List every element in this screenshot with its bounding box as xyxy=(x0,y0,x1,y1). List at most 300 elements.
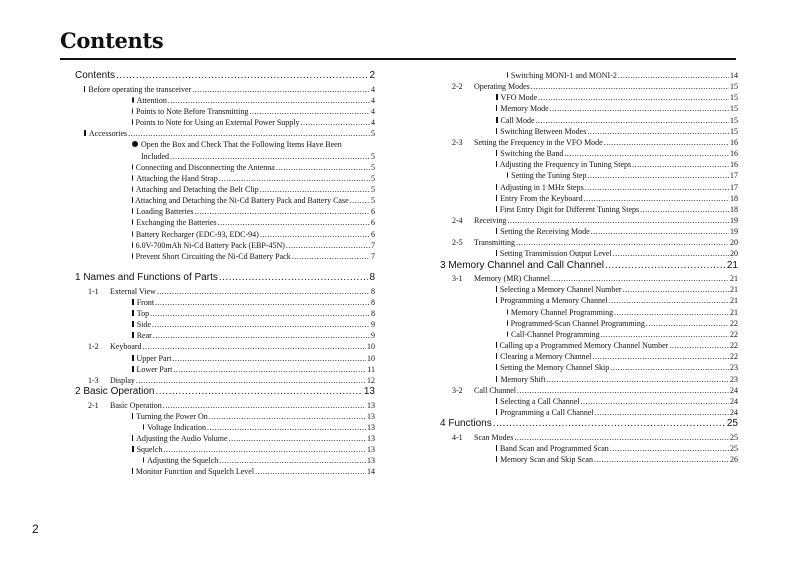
toc-entry[interactable] xyxy=(132,297,375,308)
square-bullet-icon xyxy=(496,250,497,256)
toc-entry-label: Adjusting the Audio Volume xyxy=(136,434,228,443)
toc-entry[interactable] xyxy=(132,466,375,477)
toc-entry[interactable] xyxy=(132,308,375,319)
toc-page-number: 16 xyxy=(730,137,738,147)
dot-leader xyxy=(547,374,729,385)
toc-entry[interactable] xyxy=(132,364,375,375)
toc-page-number: 16 xyxy=(730,149,738,159)
toc-entry[interactable] xyxy=(132,330,375,341)
toc-entry-label: Open the Box and Check That the Following Items Have Been xyxy=(141,140,342,150)
dot-leader xyxy=(536,115,729,126)
toc-entry-label: Memory Channel Programming xyxy=(510,307,614,317)
square-bullet-icon xyxy=(496,228,497,234)
toc-entry-label: Adjusting in 1 MHz Steps xyxy=(500,182,584,192)
page-title: Contents xyxy=(60,28,164,53)
toc-entry-label: Monitor Function and Squelch Level xyxy=(135,467,255,477)
toc-page-number: 25 xyxy=(730,443,738,453)
toc-entry[interactable] xyxy=(88,341,375,352)
round-bullet-icon xyxy=(507,172,508,178)
dot-leader xyxy=(531,81,729,92)
square-bullet-icon xyxy=(496,206,497,212)
toc-entry[interactable] xyxy=(452,432,738,443)
dot-leader xyxy=(601,329,729,340)
square-bullet-icon xyxy=(496,409,497,415)
dot-leader xyxy=(157,286,370,297)
square-bullet-icon xyxy=(132,435,133,441)
toc-page-number: 2 xyxy=(369,70,375,81)
toc-entry[interactable] xyxy=(496,148,738,159)
toc-entry-label: Prevent Short Circuiting the Ni-Cd Battery Pack xyxy=(135,251,291,261)
toc-entry-number: 2-1 xyxy=(88,400,99,410)
dot-leader xyxy=(163,400,366,411)
toc-entry-label: Setting the Frequency in the VFO Mode xyxy=(474,137,603,147)
toc-page-number: 8 xyxy=(369,272,375,283)
toc-page-number: 13 xyxy=(367,400,375,410)
toc-entry[interactable] xyxy=(88,286,375,297)
toc-entry[interactable] xyxy=(496,226,738,237)
dot-leader xyxy=(514,432,729,443)
toc-entry[interactable] xyxy=(496,159,738,170)
toc-page-number: 25 xyxy=(730,432,738,442)
toc-entry[interactable] xyxy=(496,193,738,204)
toc-entry[interactable] xyxy=(132,229,375,240)
square-bullet-icon xyxy=(132,468,133,474)
dot-leader xyxy=(292,251,370,262)
square-bullet-icon xyxy=(132,310,134,316)
toc-entry[interactable] xyxy=(507,70,738,81)
toc-entry-label: External View xyxy=(110,286,156,296)
toc-entry-label: Switching the Band xyxy=(500,149,564,159)
dot-leader xyxy=(153,330,370,341)
toc-entry-number: 3-1 xyxy=(452,274,463,284)
square-bullet-icon xyxy=(496,376,497,382)
round-bullet-icon xyxy=(143,457,144,463)
toc-entry[interactable] xyxy=(496,374,738,385)
dot-leader xyxy=(591,226,729,237)
toc-page-number: 8 xyxy=(371,297,375,307)
round-bullet-icon xyxy=(132,253,133,259)
round-bullet-icon xyxy=(507,320,508,326)
toc-entry[interactable] xyxy=(507,318,738,329)
round-bullet-icon xyxy=(132,231,133,237)
toc-page-number: 13 xyxy=(367,411,375,421)
toc-entry-label: Programming a Memory Channel xyxy=(499,296,608,306)
toc-entry[interactable] xyxy=(132,95,375,106)
toc-page-number: 26 xyxy=(730,455,738,464)
toc-entry[interactable] xyxy=(496,396,738,407)
toc-entry-label: Call Mode xyxy=(500,115,535,125)
toc-entry-label: 3 Memory Channel and Call Channel xyxy=(440,259,604,271)
toc-entry[interactable] xyxy=(496,362,738,373)
toc-entry-label: Setting the Memory Channel Skip xyxy=(499,363,610,373)
toc-entry-label: Battery Recharger (EDC-93, EDC-94) xyxy=(135,229,259,239)
toc-entry-label: Operating Modes xyxy=(474,82,530,92)
toc-entry-label: Receiving xyxy=(474,215,507,225)
toc-entry[interactable] xyxy=(496,340,738,351)
toc-page-number: 5 xyxy=(371,173,375,183)
dot-leader xyxy=(507,215,729,226)
toc-entry-label: Attaching and Detaching the Belt Clip xyxy=(135,184,259,194)
toc-entry-label: Points to Note for Using an External Power Supply xyxy=(135,118,300,128)
toc-section-heading[interactable] xyxy=(75,272,375,284)
toc-entry-label: Transmitting xyxy=(474,238,516,248)
dot-leader xyxy=(128,128,370,139)
dot-leader xyxy=(646,318,729,329)
dot-leader xyxy=(623,284,729,295)
square-bullet-icon xyxy=(496,94,498,100)
round-bullet-icon xyxy=(132,175,133,181)
dot-leader xyxy=(219,173,370,184)
dot-leader xyxy=(276,162,370,173)
toc-page-number: 6 xyxy=(371,229,375,239)
dot-leader xyxy=(564,148,729,159)
square-bullet-icon xyxy=(132,332,134,338)
toc-entry[interactable] xyxy=(132,139,375,150)
toc-entry[interactable] xyxy=(452,273,738,284)
toc-page-number: 9 xyxy=(371,320,375,330)
toc-entry-label: Attaching the Hand Strap xyxy=(136,173,218,183)
toc-entry[interactable] xyxy=(132,444,375,455)
toc-entry[interactable] xyxy=(132,240,375,251)
toc-entry-label: 4 Functions xyxy=(440,418,492,430)
toc-entry[interactable] xyxy=(132,184,375,195)
toc-page-number: 15 xyxy=(730,126,738,136)
round-bullet-icon xyxy=(143,424,144,430)
toc-page-number: 13 xyxy=(367,434,375,443)
square-bullet-icon xyxy=(496,195,497,201)
square-bullet-icon xyxy=(496,117,498,123)
square-bullet-icon xyxy=(496,128,497,134)
dot-leader xyxy=(609,295,729,306)
toc-page-number: 9 xyxy=(371,331,375,341)
toc-entry-number: 2-3 xyxy=(452,137,463,147)
dot-leader xyxy=(640,204,729,215)
dot-leader xyxy=(587,170,729,181)
dot-leader xyxy=(219,272,369,284)
toc-page-number: 21 xyxy=(730,274,738,284)
dot-leader xyxy=(613,248,729,259)
toc-page-number: 13 xyxy=(367,456,375,466)
page-number: 2 xyxy=(32,522,39,536)
toc-entry-label: Setting the Tuning Step xyxy=(511,171,587,181)
toc-entry[interactable] xyxy=(496,182,738,193)
toc-entry[interactable] xyxy=(507,170,738,181)
dot-leader xyxy=(194,206,370,217)
toc-entry-label: Contents xyxy=(75,70,116,81)
toc-entry-label: Side xyxy=(136,320,151,330)
toc-entry-label: Rear xyxy=(136,331,152,341)
toc-entry[interactable] xyxy=(452,385,738,396)
dot-leader xyxy=(170,151,370,162)
toc-entry-label: Entry From the Keyboard xyxy=(500,193,583,203)
dot-leader xyxy=(587,126,729,137)
toc-entry-label: 1 Names and Functions of Parts xyxy=(75,272,218,283)
toc-entry-label: Accessories xyxy=(88,129,128,139)
square-bullet-icon xyxy=(84,86,85,92)
toc-section-heading[interactable] xyxy=(75,70,375,82)
toc-page-number: 6 xyxy=(371,218,375,228)
toc-entry[interactable] xyxy=(143,422,375,433)
dot-leader xyxy=(152,319,370,330)
toc-entry[interactable] xyxy=(132,319,375,330)
toc-entry[interactable] xyxy=(141,151,375,162)
toc-entry[interactable] xyxy=(496,351,738,362)
toc-page-number: 18 xyxy=(730,204,738,214)
toc-entry[interactable] xyxy=(143,455,375,466)
dot-leader xyxy=(605,260,726,272)
toc-page-number: 5 xyxy=(371,184,375,194)
toc-entry[interactable] xyxy=(132,411,375,422)
toc-entry-label: First Entry Digit for Different Tuning Steps xyxy=(499,204,640,214)
toc-page-number: 22 xyxy=(730,352,738,362)
toc-page-number: 8 xyxy=(371,286,375,296)
toc-entry[interactable] xyxy=(132,117,375,128)
dot-leader xyxy=(163,444,366,455)
toc-entry-label: Clearing a Memory Channel xyxy=(500,352,592,362)
toc-entry[interactable] xyxy=(496,407,738,418)
toc-entry-label: 6.0V-700mAh Ni-Cd Battery Pack (EBP-45N) xyxy=(135,240,285,250)
square-bullet-icon xyxy=(496,445,497,451)
toc-page-number: 24 xyxy=(730,385,738,395)
toc-entry-label: Calling up a Programmed Memory Channel Number xyxy=(499,341,669,351)
toc-entry[interactable] xyxy=(88,375,375,386)
toc-page-number: 15 xyxy=(730,93,738,103)
dot-leader xyxy=(255,466,366,477)
toc-page-number: 5 xyxy=(371,151,375,161)
toc-entry[interactable] xyxy=(132,162,375,173)
toc-entry[interactable] xyxy=(84,128,375,139)
dot-leader xyxy=(585,182,729,193)
toc-entry[interactable] xyxy=(132,251,375,262)
toc-entry-label: Call-Channel Programming xyxy=(511,329,600,339)
toc-page-number: 20 xyxy=(730,249,738,259)
dot-leader xyxy=(260,184,370,195)
dot-leader xyxy=(550,103,729,114)
toc-entry[interactable] xyxy=(496,115,738,126)
dot-leader xyxy=(584,193,729,204)
dot-leader xyxy=(249,106,370,117)
toc-page-number: 7 xyxy=(371,251,375,261)
toc-page-number: 17 xyxy=(730,182,738,192)
round-bullet-icon xyxy=(132,219,133,225)
toc-entry-label: Switching MONI-1 and MONI-2 xyxy=(510,71,617,80)
toc-entry[interactable] xyxy=(452,215,738,226)
dot-leader xyxy=(594,454,729,465)
dot-leader xyxy=(156,386,363,398)
toc-page-number: 4 xyxy=(371,95,375,105)
toc-entry-label: Adjusting the Frequency in Tuning Steps xyxy=(499,160,632,170)
square-bullet-icon xyxy=(496,184,497,190)
toc-page-number: 15 xyxy=(730,104,738,114)
toc-entry-label: Memory (MR) Channel xyxy=(474,274,550,284)
dot-leader xyxy=(209,411,366,422)
dot-leader xyxy=(580,396,729,407)
toc-page-number: 13 xyxy=(363,385,375,397)
toc-entry[interactable] xyxy=(132,195,375,206)
toc-entry-number: 2-5 xyxy=(452,238,463,248)
toc-entry-number: 1-1 xyxy=(88,286,99,296)
square-bullet-icon xyxy=(132,413,133,419)
toc-entry-label: Basic Operation xyxy=(110,400,162,410)
round-bullet-icon xyxy=(132,164,133,170)
toc-entry-number: 2-2 xyxy=(452,82,463,92)
toc-page-number: 24 xyxy=(730,407,738,417)
square-bullet-icon xyxy=(84,130,86,136)
toc-entry[interactable] xyxy=(507,329,738,340)
toc-entry[interactable] xyxy=(496,248,738,259)
toc-entry[interactable] xyxy=(132,353,375,364)
toc-entry[interactable] xyxy=(132,206,375,217)
toc-entry[interactable] xyxy=(452,137,738,148)
toc-entry[interactable] xyxy=(496,103,738,114)
dot-leader xyxy=(207,422,366,433)
toc-page-number: 7 xyxy=(371,240,375,250)
toc-entry[interactable] xyxy=(496,443,738,454)
toc-entry[interactable] xyxy=(496,92,738,103)
toc-entry[interactable] xyxy=(132,433,375,444)
toc-section-heading[interactable] xyxy=(75,386,375,398)
toc-entry[interactable] xyxy=(507,307,738,318)
toc-entry-label: Exchanging the Batteries xyxy=(136,218,217,228)
toc-entry-number: 4-1 xyxy=(452,432,463,442)
toc-entry-label: Lower Part xyxy=(136,364,173,374)
toc-page-number: 15 xyxy=(730,115,738,125)
toc-page-number: 16 xyxy=(730,160,738,170)
dot-leader xyxy=(172,353,366,364)
toc-entry[interactable] xyxy=(132,106,375,117)
toc-page-number: 19 xyxy=(730,227,738,237)
dot-leader xyxy=(301,117,370,128)
toc-entry-label: Attention xyxy=(136,95,167,105)
dot-leader xyxy=(192,84,370,95)
toc-entry-label: Memory Scan and Skip Scan xyxy=(500,455,593,464)
toc-section-heading[interactable] xyxy=(440,260,738,272)
dot-leader xyxy=(517,385,729,396)
toc-entry-label: Top xyxy=(136,308,150,318)
round-bullet-icon xyxy=(132,141,138,147)
toc-page-number: 15 xyxy=(730,82,738,92)
toc-page-number: 4 xyxy=(371,118,375,128)
dot-leader xyxy=(350,195,370,206)
toc-page-number: 20 xyxy=(730,238,738,248)
dot-leader xyxy=(516,237,729,248)
dot-leader xyxy=(669,340,729,351)
square-bullet-icon xyxy=(496,286,497,292)
toc-entry-label: Front xyxy=(136,297,155,307)
toc-entry-label: Setting the Receiving Mode xyxy=(500,227,590,237)
square-bullet-icon xyxy=(496,353,497,359)
square-bullet-icon xyxy=(132,299,134,305)
round-bullet-icon xyxy=(132,119,133,125)
toc-page-number: 11 xyxy=(367,364,375,374)
toc-entry-label: Programmed-Scan Channel Programming xyxy=(510,318,645,328)
toc-entry[interactable] xyxy=(496,126,738,137)
toc-entry[interactable] xyxy=(496,454,738,465)
round-bullet-icon xyxy=(507,331,508,337)
dot-leader xyxy=(218,217,370,228)
toc-entry-label: Call Channel xyxy=(474,385,516,395)
toc-entry-label: Adjusting the Squelch xyxy=(147,456,219,466)
toc-page-number: 10 xyxy=(367,342,375,352)
toc-entry-label: Memory Shift xyxy=(500,374,546,384)
toc-page-number: 22 xyxy=(730,318,738,328)
dot-leader xyxy=(610,443,729,454)
toc-page-number: 5 xyxy=(371,196,375,206)
dot-leader xyxy=(155,297,370,308)
square-bullet-icon xyxy=(132,321,134,327)
dot-leader xyxy=(604,137,729,148)
toc-entry-number: 1-3 xyxy=(88,375,99,385)
toc-page-number: 14 xyxy=(367,467,375,477)
round-bullet-icon xyxy=(132,108,133,114)
round-bullet-icon xyxy=(507,72,508,78)
dot-leader xyxy=(219,455,366,466)
toc-page-number: 8 xyxy=(371,308,375,318)
dot-leader xyxy=(592,351,729,362)
toc-entry-label: Keyboard xyxy=(110,342,142,352)
dot-leader xyxy=(260,229,370,240)
toc-entry-label: Selecting a Memory Channel Number xyxy=(499,285,622,295)
dot-leader xyxy=(116,70,368,82)
toc-entry-label: Turning the Power On xyxy=(136,411,208,421)
toc-entry-label: Selecting a Call Channel xyxy=(500,396,580,406)
dot-leader xyxy=(229,433,366,444)
toc-entry[interactable] xyxy=(496,295,738,306)
square-bullet-icon xyxy=(496,150,497,156)
dot-leader xyxy=(538,92,729,103)
round-bullet-icon xyxy=(132,208,133,214)
toc-entry[interactable] xyxy=(452,81,738,92)
square-bullet-icon xyxy=(496,398,497,404)
toc-page-number: 22 xyxy=(730,341,738,351)
toc-page-number: 5 xyxy=(371,129,375,139)
toc-entry[interactable] xyxy=(496,204,738,215)
dot-leader xyxy=(136,375,366,386)
toc-entry[interactable] xyxy=(132,217,375,228)
toc-entry-label: Points to Note Before Transmitting xyxy=(135,106,249,116)
toc-entry-label: Scan Modes xyxy=(474,432,514,442)
toc-entry[interactable] xyxy=(496,284,738,295)
toc-page-number: 19 xyxy=(730,215,738,225)
dot-leader xyxy=(632,159,729,170)
toc-page-number: 6 xyxy=(371,207,375,217)
toc-page-number: 17 xyxy=(730,171,738,181)
toc-entry-label: Memory Mode xyxy=(500,104,549,114)
toc-entry-label: Attaching and Detaching the Ni-Cd Battery Pack and Battery Case xyxy=(135,196,349,206)
round-bullet-icon xyxy=(132,186,133,192)
toc-entry-label: 2 Basic Operation xyxy=(75,385,155,397)
square-bullet-icon xyxy=(496,364,497,370)
toc-page-number: 23 xyxy=(730,363,738,373)
toc-entry[interactable] xyxy=(452,237,738,248)
toc-entry-number: 1-2 xyxy=(88,342,99,352)
toc-entry[interactable] xyxy=(84,84,375,95)
toc-page-number: 14 xyxy=(730,71,738,80)
toc-entry-label: Setting Transmission Output Level xyxy=(499,249,612,259)
toc-entry-label: Included xyxy=(141,151,169,161)
dot-leader xyxy=(610,362,729,373)
toc-entry[interactable] xyxy=(88,400,375,411)
toc-entry[interactable] xyxy=(132,173,375,184)
toc-entry-label: Upper Part xyxy=(136,353,172,363)
toc-entry-label: Connecting and Disconnecting the Antenna xyxy=(135,162,275,172)
toc-section-heading[interactable] xyxy=(440,418,738,430)
round-bullet-icon xyxy=(132,97,134,103)
toc-page-number: 4 xyxy=(371,106,375,116)
toc-entry-label: Before operating the transceiver xyxy=(88,84,192,94)
toc-entry-number: 3-2 xyxy=(452,385,463,395)
round-bullet-icon xyxy=(507,309,508,315)
